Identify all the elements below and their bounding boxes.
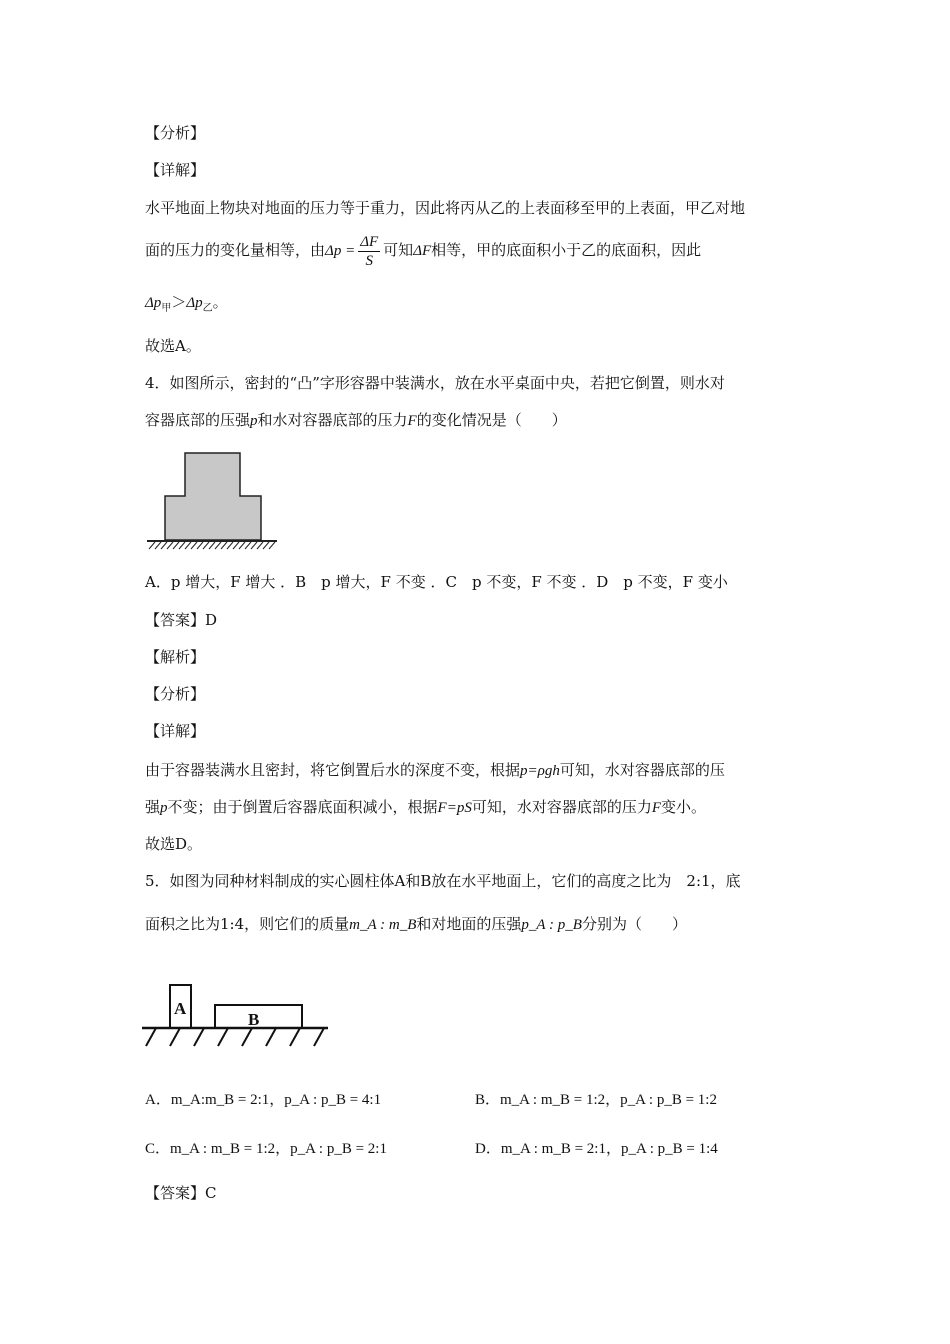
period: 。 [212,293,228,311]
subscript-jia: 甲 [161,303,172,314]
var-p: p [250,413,258,429]
explanation-line-formula [145,231,701,270]
option-c: C．m_A : m_B = 1:2，p_A : p_B = 2:1 [145,1141,387,1157]
delta-p-b: Δp [186,295,203,311]
text-segment: 变小。 [661,798,707,816]
question-5-stem: 5．如图为同种材料制成的实心圆柱体A和B放在水平地面上，它们的高度之比为 2:1，底 [145,872,741,890]
text-segment: 和对地面的压强 [416,915,522,933]
formula-lhs: Δp = [325,243,356,259]
text-segment: 的变化情况是（ ） [416,411,567,429]
question-4-explanation-1 [145,760,725,781]
text-segment: 可知 [383,241,414,259]
text-segment: 分别为（ ） [581,915,687,933]
var-f: F [651,800,662,816]
convex-container-figure [145,450,280,550]
fraction [358,233,380,270]
formula-force: F=pS [437,800,472,816]
detail-heading: 【详解】 [145,722,206,740]
text-segment: 面积之比为1:4，则它们的质量 [145,915,350,933]
question-4-stem-2 [145,410,567,431]
text-segment: 相等，甲的底面积小于乙的底面积，因此 [431,241,702,259]
option-a: A．m_A:m_B = 2:1，p_A : p_B = 4:1 [145,1092,382,1108]
text-segment: 可知，水对容器底部的压 [559,761,725,779]
text-segment: 不变；由于倒置后容器底面积减小，根据 [167,798,438,816]
analysis-heading: 【分析】 [145,685,206,703]
text-segment: 面的压力的变化量相等，由 [145,241,326,259]
text-segment: 强 [145,798,161,816]
label-b: B [248,1010,260,1029]
delta-p-a: Δp [145,295,162,311]
question-4-options: A．p 增大，F 增大 ．B p 增大，F 不变 ．C p 不变，F 不变 ．D p 不变，F 变小 [145,573,728,591]
label-a: A [174,999,187,1018]
question-5-answer: 【答案】C [145,1184,217,1202]
subscript-yi: 乙 [202,303,213,314]
option-b: B．m_A : m_B = 1:2，p_A : p_B = 1:2 [475,1092,717,1108]
formula-delta-f: ΔF [413,243,432,259]
question-4-answer: 【答案】D [145,611,218,629]
option-d: D．m_A : m_B = 2:1，p_A : p_B = 1:4 [475,1141,718,1157]
text-segment: 容器底部的压强 [145,411,251,429]
question-5-stem-2 [145,914,687,935]
var-f: F [407,413,417,429]
compare-operator: ＞ [171,293,187,311]
comparison-line [145,292,228,315]
choice-line: 故选D。 [145,835,203,853]
explanation-line: 水平地面上物块对地面的压力等于重力，因此将丙从乙的上表面移至甲的上表面，甲乙对地 [145,199,746,217]
text-segment: 由于容器装满水且密封，将它倒置后水的深度不变，根据 [145,761,521,779]
analysis-section-heading: 【解析】 [145,648,206,666]
detail-heading: 【详解】 [145,161,206,179]
fraction-numerator: ΔF [360,233,379,250]
var-p: p [160,800,168,816]
pressure-ratio: p_A : p_B [521,917,582,933]
analysis-heading: 【分析】 [145,124,206,142]
cylinders-figure [140,980,330,1052]
fraction-denominator: S [365,252,373,269]
mass-ratio: m_A : m_B [349,917,417,933]
text-segment: 和水对容器底部的压力 [257,411,408,429]
question-4-stem: 4．如图所示，密封的“凸”字形容器中装满水，放在水平桌面中央，若把它倒置，则水对 [145,374,725,392]
text-segment: 可知，水对容器底部的压力 [471,798,652,816]
formula-pressure: p=ρgh [520,763,560,779]
question-4-explanation-2 [145,797,706,818]
choice-line: 故选A。 [145,337,201,355]
